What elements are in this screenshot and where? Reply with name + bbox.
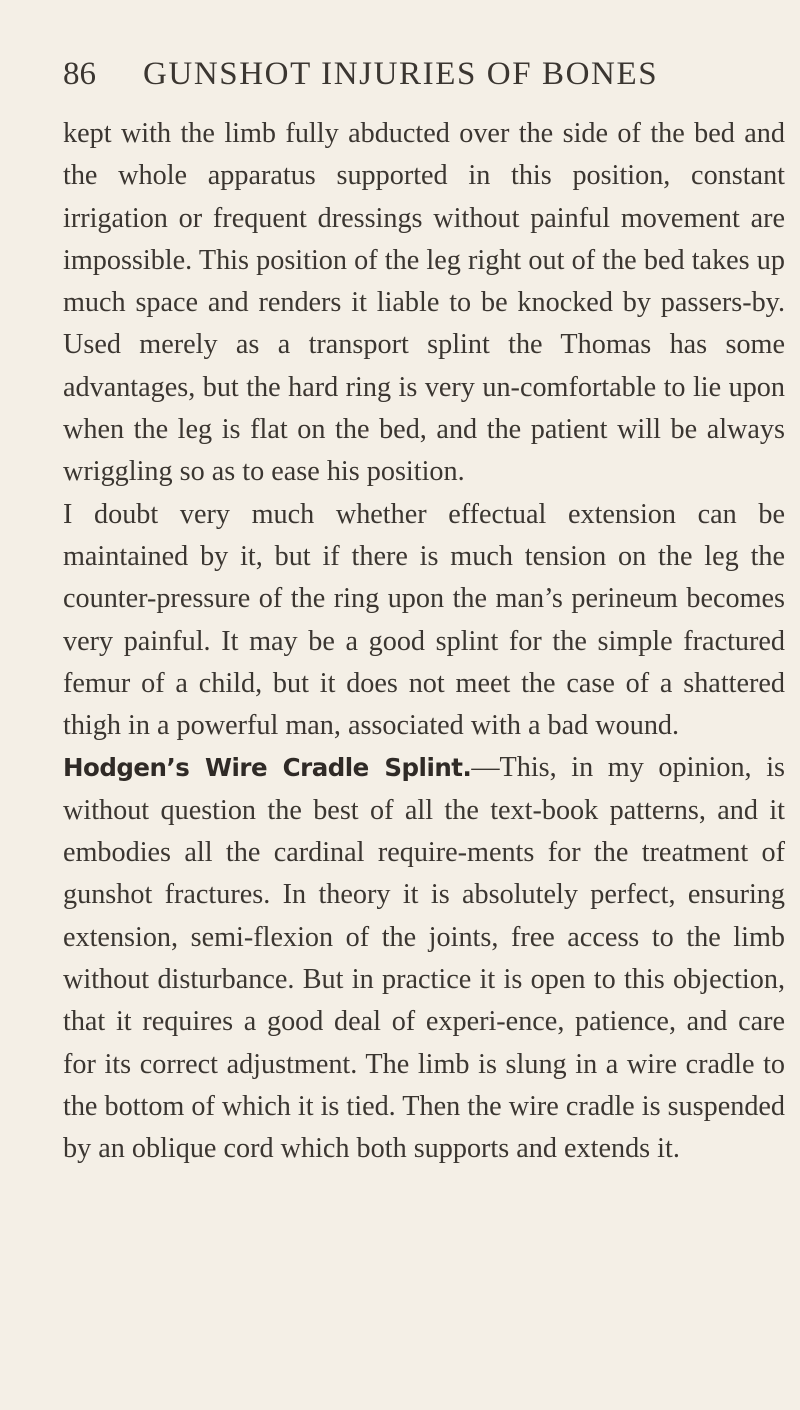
paragraph-text: —This, in my opinion, is without question the best of all the text-book patterns, and it embodies all the cardinal require-ments for the treatment of gunshot fractures. In theory it is absolutely perfect, ensuring extension, semi-flexion of the joints, free access to the limb without disturbance. But in practice it is open to this objection, that it requires a good deal of experi-ence, patience, and care for its correct adjustment. The limb is slung in a wire cradle to the bottom of which it is tied. Then the wire cradle is suspended by an oblique cord which both supports and extends it. (63, 752, 786, 1165)
paragraph-extension-doubt (63, 494, 785, 748)
running-title: GUNSHOT INJURIES OF BONES (143, 56, 659, 92)
paragraph-text: kept with the limb fully abducted over the side of the bed and the whole apparatus supported in this position, constant irrigation or frequent dressings without painful movement are impossible. This position of the leg right out of the bed takes up much space and renders it liable to be knocked by passers-by. Used merely as a transport splint the Thomas has some advantages, but the hard ring is very un-comfortable to lie upon when the leg is flat on the bed, and the patient will be always wriggling so as to ease his position. (63, 118, 785, 488)
running-head (63, 52, 785, 104)
body-text (63, 113, 785, 1170)
page-number: 86 (63, 56, 96, 92)
paragraph-thomas-splint (63, 113, 785, 494)
section-heading: Hodgen’s Wire Cradle Splint. (63, 753, 472, 783)
paragraph-hodgen-splint (63, 747, 785, 1170)
book-page (63, 52, 785, 1170)
paragraph-text: I doubt very much whether effectual extension can be maintained by it, but if there is much tension on the leg the counter-pressure of the ring upon the man’s perineum becomes very painful. It may be a good splint for the simple fractured femur of a child, but it does not meet the case of a shattered thigh in a powerful man, associated with a bad wound. (63, 498, 785, 742)
